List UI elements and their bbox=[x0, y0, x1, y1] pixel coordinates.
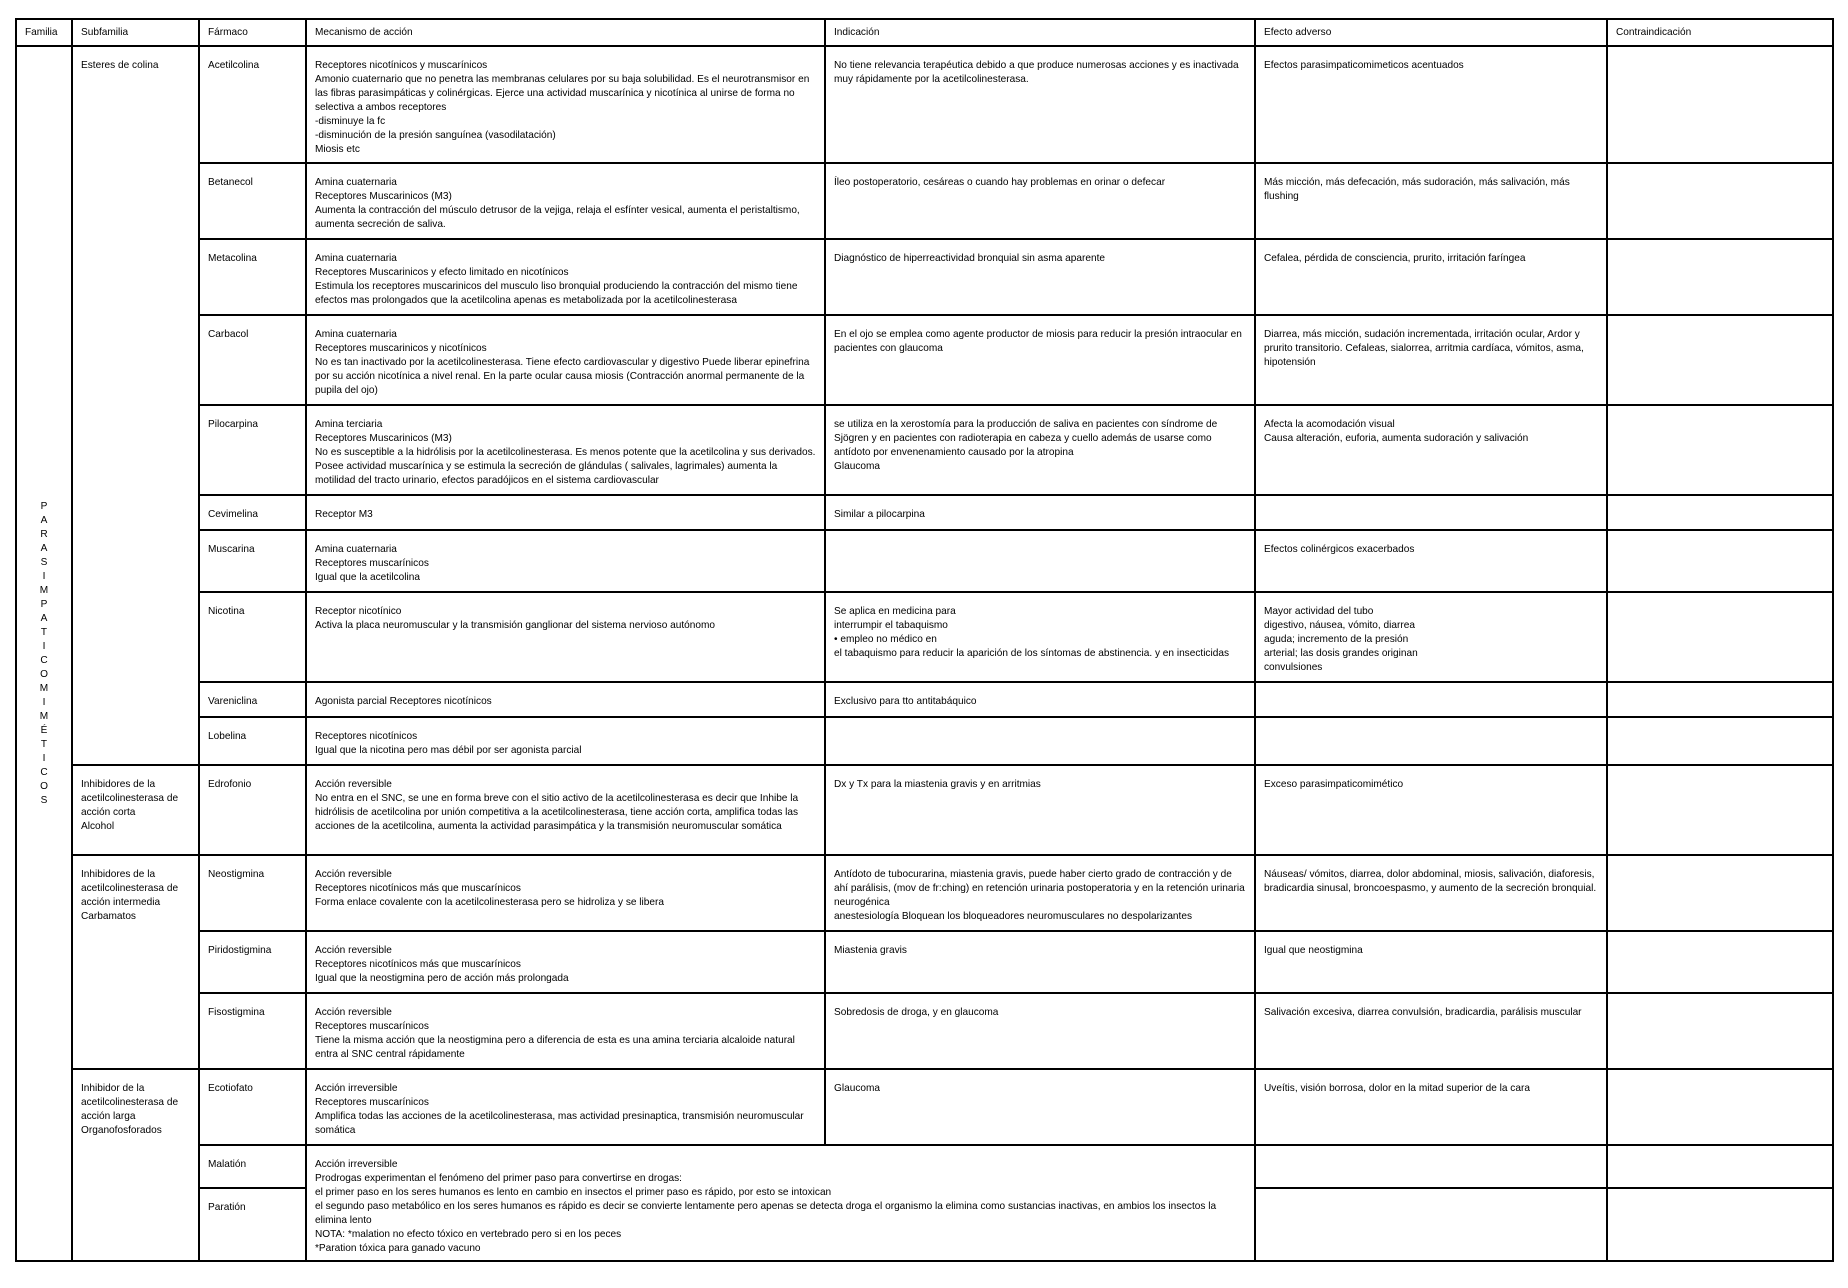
indicacion-cell bbox=[825, 717, 1255, 765]
indicacion-cell: Diagnóstico de hiperreactividad bronquial sin asma aparente bbox=[825, 239, 1255, 315]
mecanismo-cell: Acción reversible Receptores nicotínicos más que muscarínicos Igual que la neostigmina pero de acción más prolongada bbox=[306, 931, 825, 993]
indicacion-cell: Antídoto de tubocurarina, miastenia gravis, puede haber cierto grado de contracción y de ahí parálisis, (mov de fr:ching) en retención urinaria postoperatoria y en la retención urinaria neurogénica anestesiología Bloquean los bloqueadores neuromusculares no despolarizantes bbox=[825, 855, 1255, 931]
farmaco-cell: Lobelina bbox=[199, 717, 306, 765]
subfamily-esteres: Esteres de colina bbox=[72, 46, 199, 765]
contraindicacion-cell bbox=[1607, 530, 1833, 592]
table-row bbox=[16, 239, 1833, 315]
header-familia: Familia bbox=[16, 19, 72, 46]
family-letter: S bbox=[40, 794, 48, 806]
efecto-cell: Uveítis, visión borrosa, dolor en la mitad superior de la cara bbox=[1255, 1069, 1607, 1145]
mecanismo-cell: Acción reversible No entra en el SNC, se une en forma breve con el sitio activo de la acetilcolinesterasa es decir que Inhibe la hidrólisis de acetilcolina por unión competitiva a la acetilcolinesterasa, tiene acción corta, amplifica todas las acciones de la acetilcolina, aumenta la actividad parasimpática y la transmisión neuromuscular somática bbox=[306, 765, 825, 855]
farmaco-cell: Cevimelina bbox=[199, 495, 306, 530]
mecanismo-cell: Receptores nicotínicos y muscarínicos Amonio cuaternario que no penetra las membranas celulares por su baja solubilidad. Es el neurotransmisor en las fibras parasimpáticas y colinérgicas. Ejerce una actividad muscarínica y nicotínica al unirse de forma no selectiva a ambos receptores -disminuye la fc -disminución de la presión sanguínea (vasodilatación) Miosis etc bbox=[306, 46, 825, 163]
family-letter: S bbox=[40, 556, 48, 568]
indicacion-cell: Se aplica en medicina para interrumpir el tabaquismo • empleo no médico en el tabaquismo para reducir la aparición de los síntomas de abstinencia. y en insecticidas bbox=[825, 592, 1255, 682]
farmaco-cell: Edrofonio bbox=[199, 765, 306, 855]
indicacion-cell: Íleo postoperatorio, cesáreas o cuando hay problemas en orinar o defecar bbox=[825, 163, 1255, 239]
contraindicacion-cell bbox=[1607, 1145, 1833, 1188]
indicacion-cell: Similar a pilocarpina bbox=[825, 495, 1255, 530]
subfamily-intermedia: Inhibidores de la acetilcolinesterasa de acción intermedia Carbamatos bbox=[72, 855, 199, 1069]
farmaco-cell: Betanecol bbox=[199, 163, 306, 239]
mecanismo-cell: Amina cuaternaria Receptores muscarinicos y nicotínicos No es tan inactivado por la acetilcolinesterasa. Tiene efecto cardiovascular y digestivo Puede liberar epinefrina por su acción nicotínica a nivel renal. En la parte ocular causa miosis (Contracción anormal permanente de la pupila del ojo) bbox=[306, 315, 825, 405]
efecto-cell bbox=[1255, 682, 1607, 717]
efecto-cell bbox=[1255, 717, 1607, 765]
family-letter: M bbox=[39, 682, 49, 694]
subfamily-larga: Inhibidor de la acetilcolinesterasa de acción larga Organofosforados bbox=[72, 1069, 199, 1261]
contraindicacion-cell bbox=[1607, 46, 1833, 163]
efecto-cell: Mayor actividad del tubo digestivo, náusea, vómito, diarrea aguda; incremento de la presión arterial; las dosis grandes originan convulsiones bbox=[1255, 592, 1607, 682]
farmaco-cell: Acetilcolina bbox=[199, 46, 306, 163]
contraindicacion-cell bbox=[1607, 765, 1833, 855]
contraindicacion-cell bbox=[1607, 239, 1833, 315]
mecanismo-cell: Receptores nicotínicos Igual que la nicotina pero mas débil por ser agonista parcial bbox=[306, 717, 825, 765]
table-row bbox=[16, 405, 1833, 495]
table-row bbox=[16, 46, 1833, 163]
table-row bbox=[16, 315, 1833, 405]
efecto-cell: Exceso parasimpaticomimético bbox=[1255, 765, 1607, 855]
mecanismo-cell: Amina cuaternaria Receptores Muscarinicos y efecto limitado en nicotínicos Estimula los receptores muscarinicos del musculo liso bronquial produciendo la contracción del mismo tiene efectos mas prolongados que la acetilcolina apenas es metabolizada por la acetilcolinesterasa bbox=[306, 239, 825, 315]
farmaco-cell: Malatión bbox=[199, 1145, 306, 1188]
table-row bbox=[16, 993, 1833, 1069]
family-letter: O bbox=[40, 668, 48, 680]
header-contraindicacion: Contraindicación bbox=[1607, 19, 1833, 46]
family-letter: P bbox=[40, 598, 48, 610]
mecanismo-cell: Receptor nicotínico Activa la placa neuromuscular y la transmisión ganglionar del sistema nervioso autónomo bbox=[306, 592, 825, 682]
contraindicacion-cell bbox=[1607, 592, 1833, 682]
table-row bbox=[16, 931, 1833, 993]
indicacion-cell: Glaucoma bbox=[825, 1069, 1255, 1145]
efecto-cell bbox=[1255, 1145, 1607, 1188]
family-letter: M bbox=[39, 584, 49, 596]
header-row bbox=[16, 19, 1833, 46]
header-efecto: Efecto adverso bbox=[1255, 19, 1607, 46]
header-farmaco: Fármaco bbox=[199, 19, 306, 46]
subfamily-corta: Inhibidores de la acetilcolinesterasa de acción corta Alcohol bbox=[72, 765, 199, 855]
family-cell bbox=[16, 46, 72, 1261]
mecanismo-cell: Amina cuaternaria Receptores Muscarinicos (M3) Aumenta la contracción del músculo detrusor de la vejiga, relaja el esfínter vesical, aumenta el peristaltismo, aumenta secreción de saliva. bbox=[306, 163, 825, 239]
farmaco-cell: Neostigmina bbox=[199, 855, 306, 931]
indicacion-cell: Dx y Tx para la miastenia gravis y en arritmias bbox=[825, 765, 1255, 855]
farmaco-cell: Fisostigmina bbox=[199, 993, 306, 1069]
table-row bbox=[16, 1069, 1833, 1145]
family-letter: C bbox=[40, 654, 48, 666]
header-indicacion: Indicación bbox=[825, 19, 1255, 46]
contraindicacion-cell bbox=[1607, 163, 1833, 239]
table-row bbox=[16, 855, 1833, 931]
contraindicacion-cell bbox=[1607, 931, 1833, 993]
indicacion-cell: Miastenia gravis bbox=[825, 931, 1255, 993]
contraindicacion-cell bbox=[1607, 495, 1833, 530]
family-vertical-label bbox=[39, 500, 49, 808]
pharmacology-table bbox=[15, 18, 1834, 1262]
contraindicacion-cell bbox=[1607, 1188, 1833, 1261]
farmaco-cell: Muscarina bbox=[199, 530, 306, 592]
mecanismo-cell: Acción irreversible Receptores muscarínicos Amplifica todas las acciones de la acetilcolinesterasa, mas actividad presinaptica, transmisión neuromuscular somática bbox=[306, 1069, 825, 1145]
contraindicacion-cell bbox=[1607, 405, 1833, 495]
farmaco-cell: Vareniclina bbox=[199, 682, 306, 717]
efecto-cell: Efectos parasimpaticomimeticos acentuados bbox=[1255, 46, 1607, 163]
family-letter: I bbox=[42, 752, 46, 764]
family-letter: T bbox=[40, 626, 48, 638]
efecto-cell: Cefalea, pérdida de consciencia, prurito, irritación faríngea bbox=[1255, 239, 1607, 315]
table-row bbox=[16, 495, 1833, 530]
mecanismo-cell: Acción reversible Receptores nicotínicos más que muscarínicos Forma enlace covalente con la acetilcolinesterasa pero se hidroliza y se libera bbox=[306, 855, 825, 931]
mecanismo-indicacion-merged-cell: Acción irreversible Prodrogas experimentan el fenómeno del primer paso para convertirse en drogas: el primer paso en los seres humanos es lento en cambio en insectos el primer paso es rápido, por esto se intoxican el segundo paso metabólico en los seres humanos es rápido es decir se convierte lentamente pero apenas se detecta droga el organismo la elimina como sustancias inactivas, en ambios los insectos la elimina lento NOTA: *malation no efecto tóxico en vertebrado pero si en los peces *Paration tóxica para ganado vacuno bbox=[306, 1145, 1255, 1261]
efecto-cell: Diarrea, más micción, sudación incrementada, irritación ocular, Ardor y prurito transitorio. Cefaleas, sialorrea, arritmia cardíaca, vómitos, asma, hipotensión bbox=[1255, 315, 1607, 405]
mecanismo-cell: Acción reversible Receptores muscarínicos Tiene la misma acción que la neostigmina pero a diferencia de esta es una amina terciaria alcaloide natural entra al SNC central rápidamente bbox=[306, 993, 825, 1069]
efecto-cell: Afecta la acomodación visual Causa alteración, euforia, aumenta sudoración y salivación bbox=[1255, 405, 1607, 495]
mecanismo-cell: Agonista parcial Receptores nicotínicos bbox=[306, 682, 825, 717]
family-letter: É bbox=[40, 724, 48, 736]
indicacion-cell: No tiene relevancia terapéutica debido a que produce numerosas acciones y es inactivada muy rápidamente por la acetilcolinesterasa. bbox=[825, 46, 1255, 163]
table-row bbox=[16, 530, 1833, 592]
indicacion-cell: Exclusivo para tto antitabáquico bbox=[825, 682, 1255, 717]
farmaco-cell: Nicotina bbox=[199, 592, 306, 682]
indicacion-cell: Sobredosis de droga, y en glaucoma bbox=[825, 993, 1255, 1069]
contraindicacion-cell bbox=[1607, 717, 1833, 765]
header-subfamilia: Subfamilia bbox=[72, 19, 199, 46]
family-letter: T bbox=[40, 738, 48, 750]
farmaco-cell: Pilocarpina bbox=[199, 405, 306, 495]
farmaco-cell: Piridostigmina bbox=[199, 931, 306, 993]
mecanismo-cell: Receptor M3 bbox=[306, 495, 825, 530]
indicacion-cell bbox=[825, 530, 1255, 592]
efecto-cell: Náuseas/ vómitos, diarrea, dolor abdominal, miosis, salivación, diaforesis, bradicardia sinusal, broncoespasmo, y aumento de la secreción bronquial. bbox=[1255, 855, 1607, 931]
family-letter: I bbox=[42, 570, 46, 582]
table-row bbox=[16, 1145, 1833, 1188]
family-letter: C bbox=[40, 766, 48, 778]
header-mecanismo: Mecanismo de acción bbox=[306, 19, 825, 46]
contraindicacion-cell bbox=[1607, 855, 1833, 931]
contraindicacion-cell bbox=[1607, 315, 1833, 405]
family-letter: I bbox=[42, 640, 46, 652]
efecto-cell: Efectos colinérgicos exacerbados bbox=[1255, 530, 1607, 592]
contraindicacion-cell bbox=[1607, 993, 1833, 1069]
indicacion-cell: En el ojo se emplea como agente productor de miosis para reducir la presión intraocular en pacientes con glaucoma bbox=[825, 315, 1255, 405]
efecto-cell bbox=[1255, 1188, 1607, 1261]
mecanismo-cell: Amina cuaternaria Receptores muscarínicos Igual que la acetilcolina bbox=[306, 530, 825, 592]
family-letter: I bbox=[42, 696, 46, 708]
family-letter: M bbox=[39, 710, 49, 722]
efecto-cell: Salivación excesiva, diarrea convulsión, bradicardia, parálisis muscular bbox=[1255, 993, 1607, 1069]
table-row bbox=[16, 765, 1833, 855]
table-row bbox=[16, 717, 1833, 765]
indicacion-cell: se utiliza en la xerostomía para la producción de saliva en pacientes con síndrome de Sjögren y en pacientes con radioterapia en cabeza y cuello además de usarse como antídoto por envenenamiento causado por la atropina Glaucoma bbox=[825, 405, 1255, 495]
farmaco-cell: Paratión bbox=[199, 1188, 306, 1261]
contraindicacion-cell bbox=[1607, 1069, 1833, 1145]
farmaco-cell: Ecotiofato bbox=[199, 1069, 306, 1145]
family-letter: O bbox=[40, 780, 48, 792]
family-letter: R bbox=[40, 528, 48, 540]
farmaco-cell: Metacolina bbox=[199, 239, 306, 315]
efecto-cell bbox=[1255, 495, 1607, 530]
farmaco-cell: Carbacol bbox=[199, 315, 306, 405]
contraindicacion-cell bbox=[1607, 682, 1833, 717]
family-letter: A bbox=[40, 612, 48, 624]
mecanismo-cell: Amina terciaria Receptores Muscarinicos (M3) No es susceptible a la hidrólisis por la acetilcolinesterasa. Es menos potente que la acetilcolina y sus derivados. Posee actividad muscarínica y se estimula la secreción de glándulas ( salivales, lagrimales) aumenta la motilidad del tracto urinario, efectos paradójicos en el sistema cardiovascular bbox=[306, 405, 825, 495]
family-letter: P bbox=[40, 500, 48, 512]
efecto-cell: Más micción, más defecación, más sudoración, más salivación, más flushing bbox=[1255, 163, 1607, 239]
table-row bbox=[16, 592, 1833, 682]
efecto-cell: Igual que neostigmina bbox=[1255, 931, 1607, 993]
table-row bbox=[16, 682, 1833, 717]
family-letter: A bbox=[40, 514, 48, 526]
table-row bbox=[16, 163, 1833, 239]
family-letter: A bbox=[40, 542, 48, 554]
